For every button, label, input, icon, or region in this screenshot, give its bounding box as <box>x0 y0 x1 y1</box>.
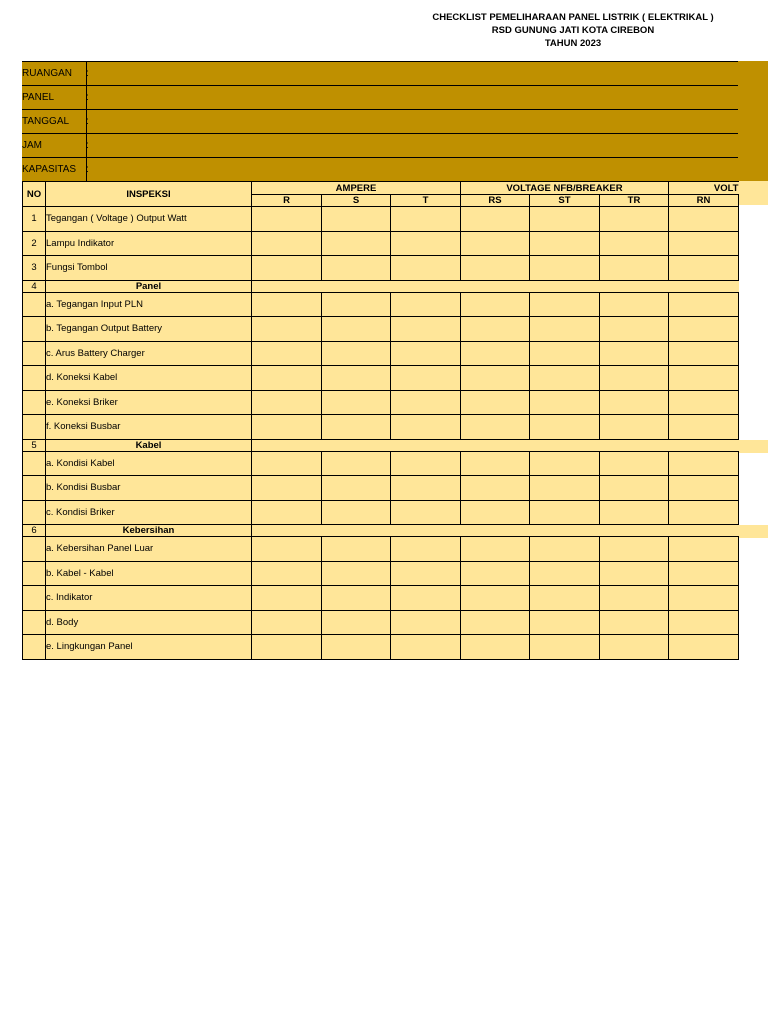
cell-r[interactable] <box>252 390 322 415</box>
cell-tr[interactable] <box>600 292 669 317</box>
cell-st[interactable] <box>530 317 600 342</box>
cell-st[interactable] <box>530 390 600 415</box>
section-blank <box>252 439 739 451</box>
cell-s[interactable] <box>322 231 391 256</box>
cell-tr[interactable] <box>600 366 669 391</box>
cell-st[interactable] <box>530 586 600 611</box>
cell-rs[interactable] <box>461 207 530 232</box>
cell-tr[interactable] <box>600 256 669 281</box>
cell-tr[interactable] <box>600 415 669 440</box>
cell-tr[interactable] <box>600 476 669 501</box>
cell-r[interactable] <box>252 366 322 391</box>
table-header-row <box>23 182 739 195</box>
form-row-kapasitas <box>22 157 738 181</box>
row-number: 1 <box>23 207 46 232</box>
inspection-item: d. Koneksi Kabel <box>46 366 252 391</box>
table-row <box>23 366 739 391</box>
row-number <box>23 537 46 562</box>
inspection-item: a. Kebersihan Panel Luar <box>46 537 252 562</box>
cell-t[interactable] <box>391 635 461 660</box>
form-row-tanggal <box>22 109 738 133</box>
table-row <box>23 292 739 317</box>
cell-t[interactable] <box>391 476 461 501</box>
cell-rn[interactable] <box>669 537 739 562</box>
row-number: 4 <box>23 280 46 292</box>
cell-t[interactable] <box>391 500 461 525</box>
cell-rn[interactable] <box>669 341 739 366</box>
cell-rs[interactable] <box>461 390 530 415</box>
cell-s[interactable] <box>322 586 391 611</box>
column-header-rn: RN <box>669 195 739 207</box>
column-group-ampere: AMPERE <box>252 182 461 195</box>
cell-st[interactable] <box>530 635 600 660</box>
table-row <box>23 256 739 281</box>
cell-r[interactable] <box>252 317 322 342</box>
section-row <box>23 525 739 537</box>
cell-s[interactable] <box>322 561 391 586</box>
row-number <box>23 561 46 586</box>
cell-s[interactable] <box>322 341 391 366</box>
cell-rs[interactable] <box>461 256 530 281</box>
cell-rs[interactable] <box>461 415 530 440</box>
cell-tr[interactable] <box>600 561 669 586</box>
cell-st[interactable] <box>530 451 600 476</box>
cell-t[interactable] <box>391 610 461 635</box>
form-label-panel: PANEL <box>22 86 87 109</box>
table-row <box>23 231 739 256</box>
form-row-jam <box>22 133 738 157</box>
section-title: Kabel <box>46 439 252 451</box>
form-label-ruangan: RUANGAN <box>22 62 87 85</box>
cell-r[interactable] <box>252 451 322 476</box>
form-colon: : <box>86 116 89 127</box>
cell-tr[interactable] <box>600 390 669 415</box>
cell-rn[interactable] <box>669 256 739 281</box>
cell-st[interactable] <box>530 256 600 281</box>
section-blank <box>252 525 739 537</box>
section-title: Kebersihan <box>46 525 252 537</box>
cell-t[interactable] <box>391 366 461 391</box>
cell-rs[interactable] <box>461 500 530 525</box>
cell-rs[interactable] <box>461 476 530 501</box>
table-row <box>23 341 739 366</box>
cell-st[interactable] <box>530 292 600 317</box>
cell-t[interactable] <box>391 207 461 232</box>
row-number <box>23 341 46 366</box>
inspection-item: e. Koneksi Briker <box>46 390 252 415</box>
row-number <box>23 586 46 611</box>
cell-tr[interactable] <box>600 451 669 476</box>
column-header-s: S <box>322 195 391 207</box>
cell-rn[interactable] <box>669 317 739 342</box>
cell-r[interactable] <box>252 207 322 232</box>
table-row <box>23 476 739 501</box>
row-number <box>23 390 46 415</box>
inspection-item: c. Kondisi Briker <box>46 500 252 525</box>
cell-t[interactable] <box>391 341 461 366</box>
inspection-table <box>22 181 739 660</box>
inspection-item: Fungsi Tombol <box>46 256 252 281</box>
row-number <box>23 451 46 476</box>
cell-rn[interactable] <box>669 586 739 611</box>
table-row <box>23 586 739 611</box>
cell-tr[interactable] <box>600 610 669 635</box>
form-colon: : <box>86 68 89 79</box>
cell-rs[interactable] <box>461 366 530 391</box>
column-header-rs: RS <box>461 195 530 207</box>
cell-t[interactable] <box>391 231 461 256</box>
row-number: 2 <box>23 231 46 256</box>
cell-rn[interactable] <box>669 561 739 586</box>
cell-st[interactable] <box>530 500 600 525</box>
cell-tr[interactable] <box>600 231 669 256</box>
section-blank <box>252 280 739 292</box>
cell-t[interactable] <box>391 451 461 476</box>
column-group-voltage: VOLTAGE NFB/BREAKER <box>461 182 669 195</box>
cell-rn[interactable] <box>669 292 739 317</box>
cell-r[interactable] <box>252 635 322 660</box>
cell-r[interactable] <box>252 292 322 317</box>
cell-tr[interactable] <box>600 317 669 342</box>
section-title: Panel <box>46 280 252 292</box>
cell-s[interactable] <box>322 207 391 232</box>
form-label-kapasitas: KAPASITAS <box>22 158 87 181</box>
cell-tr[interactable] <box>600 341 669 366</box>
cell-st[interactable] <box>530 415 600 440</box>
inspection-item: e. Lingkungan Panel <box>46 635 252 660</box>
cell-r[interactable] <box>252 610 322 635</box>
cell-st[interactable] <box>530 366 600 391</box>
cell-rs[interactable] <box>461 292 530 317</box>
column-header-t: T <box>391 195 461 207</box>
inspection-item: a. Kondisi Kabel <box>46 451 252 476</box>
cell-rs[interactable] <box>461 610 530 635</box>
cell-tr[interactable] <box>600 500 669 525</box>
cell-rn[interactable] <box>669 476 739 501</box>
cell-st[interactable] <box>530 610 600 635</box>
form-header-block <box>22 61 768 181</box>
form-label-jam: JAM <box>22 134 87 157</box>
cell-s[interactable] <box>322 476 391 501</box>
cell-t[interactable] <box>391 390 461 415</box>
cell-t[interactable] <box>391 317 461 342</box>
cell-rn[interactable] <box>669 366 739 391</box>
column-group-volt: VOLT <box>669 182 739 195</box>
row-number <box>23 476 46 501</box>
cell-rn[interactable] <box>669 207 739 232</box>
cell-st[interactable] <box>530 476 600 501</box>
form-colon: : <box>86 140 89 151</box>
section-extension <box>738 440 768 453</box>
cell-s[interactable] <box>322 500 391 525</box>
cell-t[interactable] <box>391 561 461 586</box>
column-header-r: R <box>252 195 322 207</box>
cell-r[interactable] <box>252 586 322 611</box>
cell-rs[interactable] <box>461 317 530 342</box>
form-row-ruangan <box>22 61 738 85</box>
inspection-item: c. Indikator <box>46 586 252 611</box>
cell-rn[interactable] <box>669 610 739 635</box>
cell-r[interactable] <box>252 231 322 256</box>
form-colon: : <box>86 164 89 175</box>
table-row <box>23 317 739 342</box>
cell-r[interactable] <box>252 476 322 501</box>
year-label: TAHUN 2023 <box>544 38 602 49</box>
table-row <box>23 415 739 440</box>
cell-r[interactable] <box>252 415 322 440</box>
cell-rs[interactable] <box>461 586 530 611</box>
inspection-item: b. Kabel - Kabel <box>46 561 252 586</box>
column-header-tr: TR <box>600 195 669 207</box>
column-header-inspeksi: INSPEKSI <box>46 182 252 207</box>
cell-t[interactable] <box>391 415 461 440</box>
cell-rs[interactable] <box>461 341 530 366</box>
row-number <box>23 317 46 342</box>
cell-st[interactable] <box>530 231 600 256</box>
column-header-no: NO <box>23 182 46 207</box>
inspection-item: b. Tegangan Output Battery <box>46 317 252 342</box>
cell-t[interactable] <box>391 292 461 317</box>
inspection-item: a. Tegangan Input PLN <box>46 292 252 317</box>
row-number <box>23 366 46 391</box>
cell-s[interactable] <box>322 292 391 317</box>
cell-r[interactable] <box>252 537 322 562</box>
cell-tr[interactable] <box>600 207 669 232</box>
cell-s[interactable] <box>322 366 391 391</box>
cell-rn[interactable] <box>669 635 739 660</box>
row-number: 3 <box>23 256 46 281</box>
cell-rn[interactable] <box>669 451 739 476</box>
cell-rs[interactable] <box>461 451 530 476</box>
cell-r[interactable] <box>252 341 322 366</box>
cell-st[interactable] <box>530 207 600 232</box>
row-number <box>23 610 46 635</box>
table-row <box>23 635 739 660</box>
row-number <box>23 415 46 440</box>
cell-st[interactable] <box>530 537 600 562</box>
table-row <box>23 390 739 415</box>
cell-tr[interactable] <box>600 537 669 562</box>
form-row-panel <box>22 85 738 109</box>
row-number: 6 <box>23 525 46 537</box>
table-row <box>23 207 739 232</box>
inspection-item: b. Kondisi Busbar <box>46 476 252 501</box>
cell-s[interactable] <box>322 610 391 635</box>
cell-tr[interactable] <box>600 586 669 611</box>
row-number <box>23 500 46 525</box>
table-row <box>23 500 739 525</box>
cell-t[interactable] <box>391 586 461 611</box>
table-row <box>23 537 739 562</box>
cell-st[interactable] <box>530 561 600 586</box>
hospital-name: RSD GUNUNG JATI KOTA CIREBON <box>491 25 655 36</box>
cell-s[interactable] <box>322 415 391 440</box>
cell-rn[interactable] <box>669 500 739 525</box>
cell-r[interactable] <box>252 500 322 525</box>
cell-s[interactable] <box>322 537 391 562</box>
cell-r[interactable] <box>252 256 322 281</box>
inspection-item: f. Koneksi Busbar <box>46 415 252 440</box>
form-colon: : <box>86 92 89 103</box>
form-label-tanggal: TANGGAL <box>22 110 87 133</box>
table-row <box>23 451 739 476</box>
section-extension <box>738 525 768 538</box>
cell-s[interactable] <box>322 317 391 342</box>
cell-r[interactable] <box>252 561 322 586</box>
cell-rn[interactable] <box>669 390 739 415</box>
document-title: CHECKLIST PEMELIHARAAN PANEL LISTRIK ( ELEKTRIKAL ) <box>432 12 714 23</box>
cell-st[interactable] <box>530 341 600 366</box>
table-row <box>23 610 739 635</box>
cell-rn[interactable] <box>669 415 739 440</box>
cell-rs[interactable] <box>461 231 530 256</box>
inspection-item: Lampu Indikator <box>46 231 252 256</box>
column-header-st: ST <box>530 195 600 207</box>
row-number <box>23 635 46 660</box>
cell-s[interactable] <box>322 390 391 415</box>
inspection-item: d. Body <box>46 610 252 635</box>
cell-s[interactable] <box>322 635 391 660</box>
cell-rs[interactable] <box>461 537 530 562</box>
cell-s[interactable] <box>322 451 391 476</box>
inspection-item: Tegangan ( Voltage ) Output Watt <box>46 207 252 232</box>
cell-t[interactable] <box>391 256 461 281</box>
row-number <box>23 292 46 317</box>
inspection-item: c. Arus Battery Charger <box>46 341 252 366</box>
cell-rs[interactable] <box>461 561 530 586</box>
section-row <box>23 280 739 292</box>
cell-tr[interactable] <box>600 635 669 660</box>
cell-rs[interactable] <box>461 635 530 660</box>
row-number: 5 <box>23 439 46 451</box>
cell-rn[interactable] <box>669 231 739 256</box>
section-row <box>23 439 739 451</box>
table-row <box>23 561 739 586</box>
cell-s[interactable] <box>322 256 391 281</box>
cell-t[interactable] <box>391 537 461 562</box>
header-extension <box>738 181 768 205</box>
